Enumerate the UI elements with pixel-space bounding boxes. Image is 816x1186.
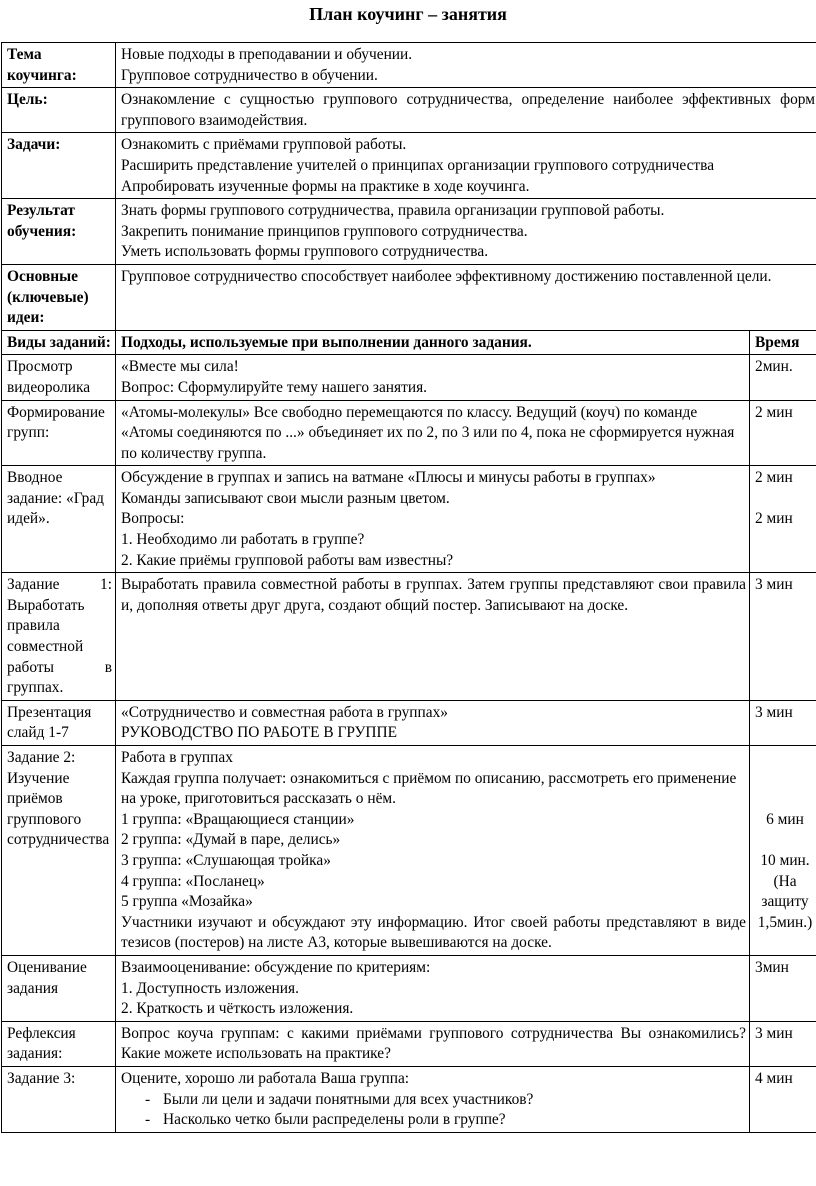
table-row <box>2 955 816 1021</box>
task-type-cell: Задание 1: Выработать правила совместной работы в группах. <box>2 573 116 701</box>
approach-cell: Выработать правила совместной работы в группах. Затем группы представляют свои правила и, дополняя ответы друг друга, создают общий постер. Записывают на доске. <box>116 573 750 701</box>
table-row <box>2 355 816 400</box>
header-approaches: Подходы, используемые при выполнении данного задания. <box>116 330 750 355</box>
time-cell: 6 мин 10 мин. (На защиту 1,5мин.) <box>750 746 816 956</box>
learning-result-label: Результат обучения: <box>2 199 116 265</box>
approach-cell: «Атомы-молекулы» Все свободно перемещаются по классу. Ведущий (коуч) по команде «Атомы соединяются по ...» объединяет их по 2, по 3 или по 4, пока не сформируется нужная по количеству группа. <box>116 400 750 466</box>
learning-result-row <box>2 199 816 265</box>
time-cell: 4 мин <box>750 1066 816 1132</box>
approach-cell: Оцените, хорошо ли работала Ваша группа: - Были ли цели и задачи понятными для всех участников? - Насколько четко были распределены роли в группе? <box>116 1066 750 1132</box>
task-type-cell: Вводное задание: «Град идей». <box>2 466 116 573</box>
list-item: - Были ли цели и задачи понятными для всех участников? <box>143 1090 746 1111</box>
time-cell: 3 мин <box>750 1021 816 1066</box>
approach-cell: Вопрос коуча группам: с какими приёмами группового сотрудничества Вы ознакомились? Какие можете использовать на практике? <box>116 1021 750 1066</box>
goal-row <box>2 88 816 133</box>
key-ideas-label: Основные (ключевые) идеи: <box>2 264 116 330</box>
task-type-cell: Рефлексия задания: <box>2 1021 116 1066</box>
key-ideas-row <box>2 264 816 330</box>
topic-row <box>2 43 816 88</box>
approach-cell: Работа в группах Каждая группа получает: ознакомиться с приёмом по описанию, рассмотреть его применение на уроке, приготовиться рассказать о нём. 1 группа: «Вращающиеся станции» 2 группа: «Думай в паре, делись» 3 группа: «Слушающая тройка» 4 группа: «Посланец» 5 группа «Мозайка» Участники изучают и обсуждают эту информацию. Итог своей работы представляют в виде тезисов (постеров) на листе А3, которые вывешиваются на доске. <box>116 746 750 956</box>
task-type-cell: Формирование групп: <box>2 400 116 466</box>
tasks-content: Ознакомить с приёмами групповой работы. Расширить представление учителей о принципах организации группового сотрудничества Апробировать изученные формы на практике в ходе коучинга. <box>116 133 816 199</box>
table-row <box>2 466 816 573</box>
topic-content: Новые подходы в преподавании и обучении. Групповое сотрудничество в обучении. <box>116 43 816 88</box>
time-cell: 2 мин <box>750 400 816 466</box>
table-row <box>2 400 816 466</box>
time-cell: 3мин <box>750 955 816 1021</box>
goal-label: Цель: <box>2 88 116 133</box>
time-cell: 2 мин 2 мин <box>750 466 816 573</box>
task-type-cell: Просмотр видеоролика <box>2 355 116 400</box>
task-type-cell: Задание 2: Изучение приёмов группового сотрудничества <box>2 746 116 956</box>
key-ideas-content: Групповое сотрудничество способствует наиболее эффективному достижению поставленной цели. <box>116 264 816 330</box>
topic-label: Тема коучинга: <box>2 43 116 88</box>
table-row <box>2 746 816 956</box>
approach-cell: «Сотрудничество и совместная работа в группах» РУКОВОДСТВО ПО РАБОТЕ В ГРУППЕ <box>116 700 750 745</box>
page-title: План коучинг – занятия <box>309 4 507 24</box>
time-cell: 2мин. <box>750 355 816 400</box>
header-task-types: Виды заданий: <box>2 330 116 355</box>
list-item: - Насколько четко были распределены роли в группе? <box>143 1110 746 1131</box>
table-row <box>2 1021 816 1066</box>
goal-content: Ознакомление с сущностью группового сотрудничества, определение наиболее эффективных форм группового взаимодействия. <box>116 88 816 133</box>
learning-result-content: Знать формы группового сотрудничества, правила организации групповой работы. Закрепить понимание принципов группового сотрудничества. Уметь использовать формы группового сотрудничества. <box>116 199 816 265</box>
coaching-plan-table <box>1 42 816 1133</box>
time-cell: 3 мин <box>750 573 816 701</box>
table-row <box>2 573 816 701</box>
tasks-row <box>2 133 816 199</box>
approach-cell: Взаимооценивание: обсуждение по критериям: 1. Доступность изложения. 2. Краткость и чёткость изложения. <box>116 955 750 1021</box>
time-cell: 3 мин <box>750 700 816 745</box>
table-header-row <box>2 330 816 355</box>
task-type-cell: Задание 3: <box>2 1066 116 1132</box>
header-time: Время <box>750 330 816 355</box>
approach-cell: Обсуждение в группах и запись на ватмане «Плюсы и минусы работы в группах» Команды записывают свои мысли разным цветом. Вопросы: 1. Необходимо ли работать в группе? 2. Какие приёмы групповой работы вам известны? <box>116 466 750 573</box>
approach-cell: «Вместе мы сила! Вопрос: Сформулируйте тему нашего занятия. <box>116 355 750 400</box>
table-row <box>2 700 816 745</box>
table-row <box>2 1066 816 1132</box>
tasks-label: Задачи: <box>2 133 116 199</box>
task-type-cell: Оценивание задания <box>2 955 116 1021</box>
task-type-cell: Презентация слайд 1-7 <box>2 700 116 745</box>
